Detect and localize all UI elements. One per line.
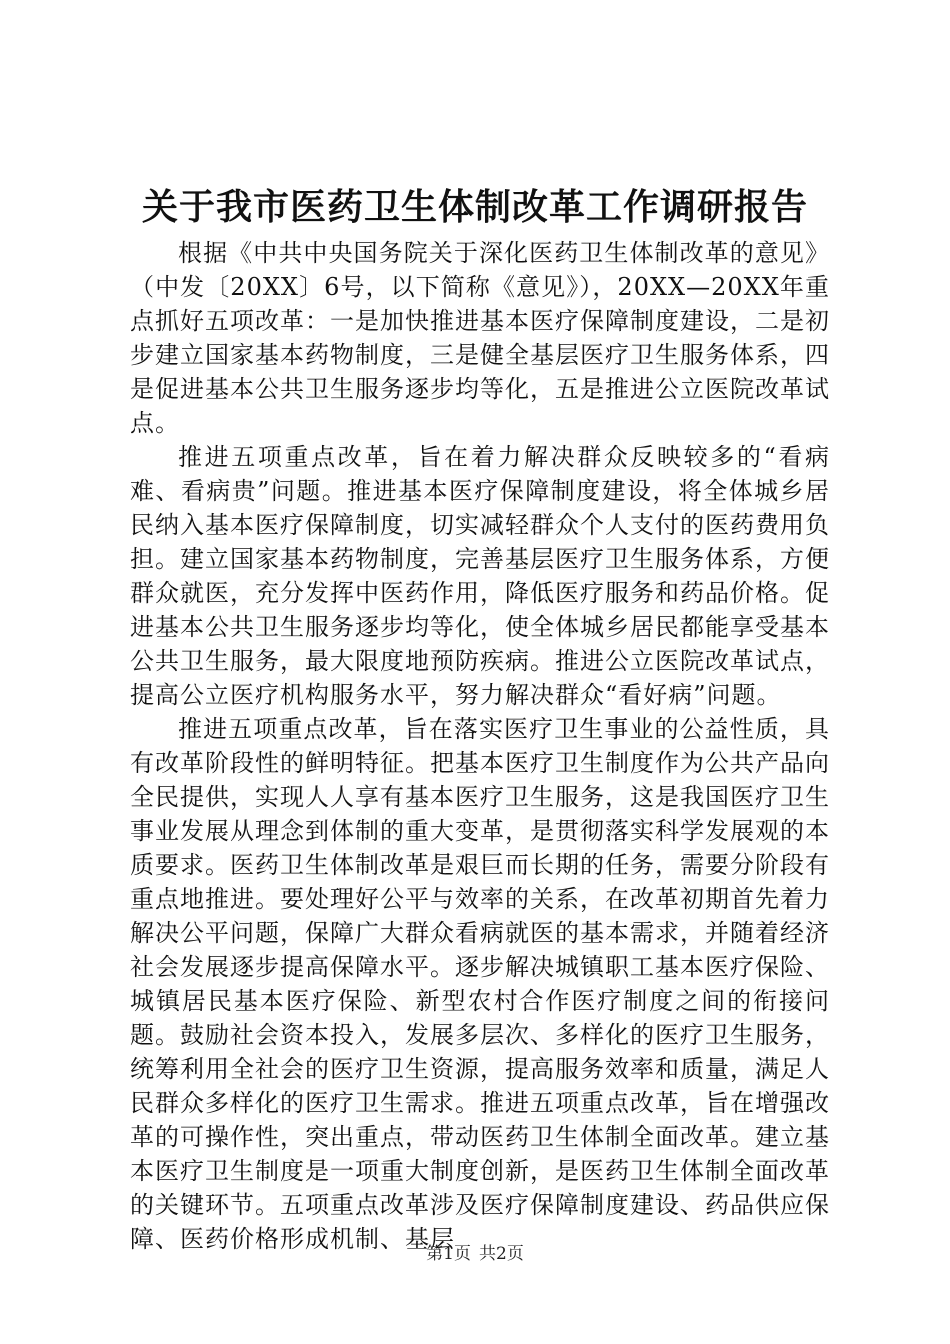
paragraph-2: 推进五项重点改革，旨在着力解决群众反映较多的“看病难、看病贵”问题。推进基本医疗保障制度建设，将全体城乡居民纳入基本医疗保障制度，切实减轻群众个人支付的医药费用负担。建立国家基本药物制度，完善基层医疗卫生服务体系，方便群众就医，充分发挥中医药作用，降低医疗服务和药品价格。促进基本公共卫生服务逐步均等化，使全体城乡居民都能享受基本公共卫生服务，最大限度地预防疾病。推进公立医院改革试点，提高公立医疗机构服务水平，努力解决群众“看好病”问题。 — [130, 443, 830, 709]
document-body — [130, 236, 830, 1256]
page-number: 第1页 — [426, 1244, 471, 1264]
page-total: 共2页 — [479, 1244, 524, 1264]
document-title: 关于我市医药卫生体制改革工作调研报告 — [141, 187, 808, 228]
paragraph-3: 推进五项重点改革，旨在落实医疗卫生事业的公益性质，具有改革阶段性的鲜明特征。把基本医疗卫生制度作为公共产品向全民提供，实现人人享有基本医疗卫生服务，这是我国医疗卫生事业发展从理念到体制的重大变革，是贯彻落实科学发展观的本质要求。医药卫生体制改革是艰巨而长期的任务，需要分阶段有重点地推进。要处理好公平与效率的关系，在改革初期首先着力解决公平问题，保障广大群众看病就医的基本需求，并随着经济社会发展逐步提高保障水平。逐步解决城镇职工基本医疗保险、城镇居民基本医疗保险、新型农村合作医疗制度之间的衔接问题。鼓励社会资本投入，发展多层次、多样化的医疗卫生服务，统筹利用全社会的医疗卫生资源，提高服务效率和质量，满足人民群众多样化的医疗卫生需求。推进五项重点改革，旨在增强改革的可操作性，突出重点，带动医药卫生体制全面改革。建立基本医疗卫生制度是一项重大制度创新，是医药卫生体制全面改革的关键环节。五项重点改革涉及医疗保障制度建设、药品供应保障、医药价格形成机制、基层 — [130, 715, 830, 1253]
page-footer — [0, 1242, 950, 1266]
paragraph-1: 根据《中共中央国务院关于深化医药卫生体制改革的意见》（中发〔20XX〕6号，以下简称《意见》），20XX—20XX年重点抓好五项改革：一是加快推进基本医疗保障制度建设，二是初步建立国家基本药物制度，三是健全基层医疗卫生服务体系，四是促进基本公共卫生服务逐步均等化，五是推进公立医院改革试点。 — [130, 239, 830, 437]
